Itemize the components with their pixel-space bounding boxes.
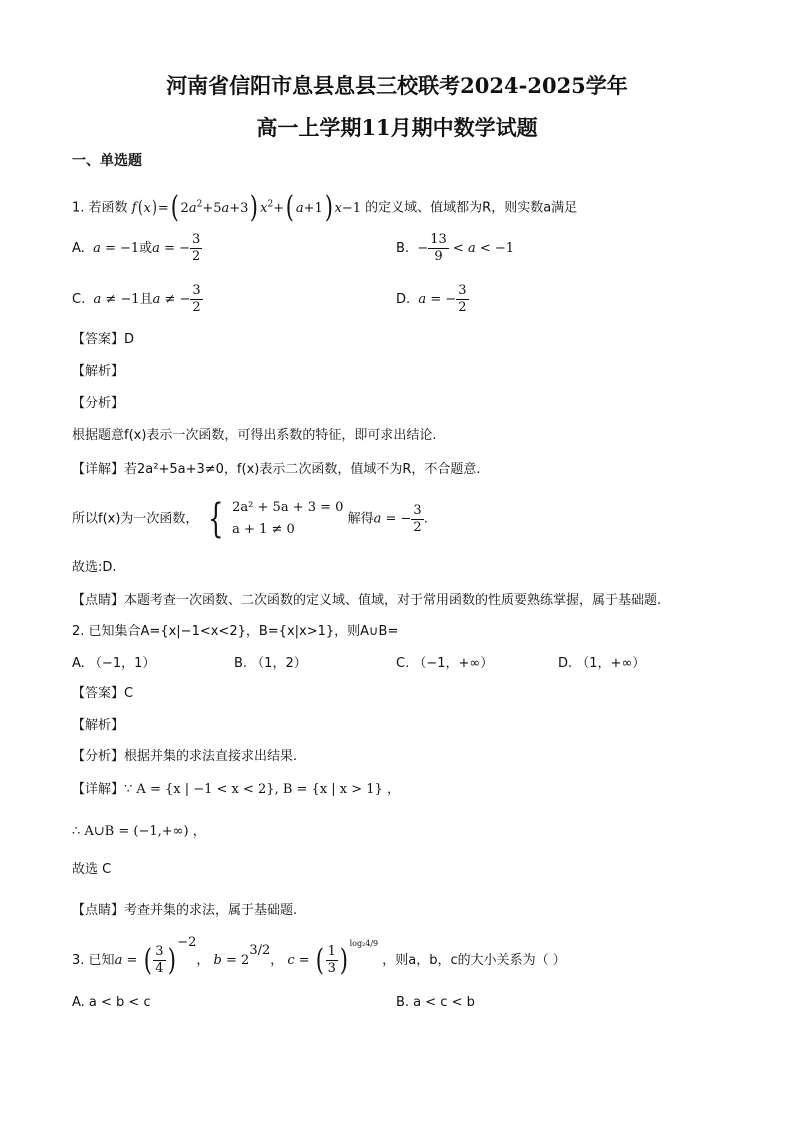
- q2-stem: [72, 620, 398, 639]
- q2-option-c: C. （−1，+∞）: [396, 656, 494, 671]
- q1-dianjing: [72, 589, 661, 608]
- q2-xiangjie-text: ∵ A = {x | −1 < x < 2}, B = {x | x > 1} ，: [124, 782, 400, 797]
- q1-xiangjie: [72, 458, 481, 477]
- q1-number: 1.: [72, 200, 85, 216]
- q1-post: 的定义域、值域都为R，则实数a满足: [365, 200, 578, 216]
- q2-xiangjie-label: 【详解】: [72, 782, 125, 797]
- q1-option-b: B. − $\frac{13}{9}$ < a < −1: [396, 232, 515, 264]
- q2-dianjing-text: 考查并集的求法，属于基础题.: [124, 903, 298, 918]
- q1-option-b-label: B.: [396, 241, 410, 256]
- q2-option-d: D. （1，+∞）: [558, 656, 646, 671]
- q2-therefore: ∴ A∪B = (−1,+∞) ，: [72, 824, 206, 839]
- q2-number: 2.: [72, 624, 85, 639]
- q1-suoyi: 所以f(x)为一次函数，: [72, 511, 199, 527]
- q1-stem: [72, 190, 578, 225]
- q1-option-a: A. a = −1或a = − $\frac{3}{2}$: [72, 232, 201, 264]
- q2-answer: 【答案】C: [72, 686, 134, 701]
- q1-guxuan: 故选:D.: [72, 560, 117, 575]
- q2-option-a: A. （−1，1）: [72, 656, 156, 671]
- q1-fenxi-label: 【分析】: [72, 396, 125, 411]
- q1-dianjing-label: 【点睛】: [72, 593, 125, 608]
- section-heading: 一、单选题: [72, 153, 142, 169]
- document-title-line2: 高一上学期11月期中数学试题: [256, 115, 538, 140]
- q3-stem: 3. 已知a = ( $\frac{3}{4}$ ) $^{-2}$， $b = 2^{3/2}$， c = ( $\frac{1}{3}$ ) $^{log_24/9}$ ，则a，b，c的大小关系为（ ）: [72, 935, 566, 978]
- q1-answer: 【答案】D: [72, 332, 135, 347]
- q1-xiangjie-text: 若2a²+5a+3≠0，f(x)表示二次函数，值域不为R，不合题意.: [124, 462, 481, 477]
- q3-post: ，则a，b，c的大小关系为（ ）: [382, 953, 566, 968]
- q3-number: 3.: [72, 953, 85, 968]
- q1-formula-rest: (x)=( $2a^2+5a+3$) $x^2+$( a+1) x−1: [137, 190, 362, 225]
- q2-fenxi: [72, 745, 297, 764]
- q1-sys-eq1: 2a² + 5a + 3 = 0: [232, 500, 344, 515]
- q2-fenxi-text: 根据并集的求法直接求出结果.: [124, 749, 298, 764]
- q3-option-b: B. a < c < b: [396, 995, 475, 1010]
- q1-sys-eq2: a + 1 ≠ 0: [232, 522, 295, 537]
- q1-option-d-label: D.: [396, 292, 411, 307]
- q3-option-a: A. a < b < c: [72, 995, 151, 1010]
- q1-option-d: D. a = − $\frac{3}{2}$: [396, 283, 467, 315]
- q2-fenxi-label: 【分析】: [72, 749, 125, 764]
- q2-guxuan: 故选 C: [72, 862, 112, 877]
- document-title-line1: 河南省信阳市息县息县三校联考2024-2025学年: [166, 73, 628, 98]
- q1-option-c: C. a ≠ −1且a ≠ − $\frac{3}{2}$: [72, 283, 201, 315]
- q1-option-c-label: C.: [72, 292, 86, 307]
- q1-fenxi-text: 根据题意f(x)表示一次函数，可得出系数的特征，即可求出结论.: [72, 428, 437, 443]
- q1-formula: f: [131, 200, 137, 216]
- q2-analysis-label: 【解析】: [72, 718, 125, 733]
- q1-pre: 若函数: [88, 200, 128, 216]
- q2-dianjing: [72, 899, 297, 918]
- q2-dianjing-label: 【点睛】: [72, 903, 125, 918]
- q1-option-a-label: A.: [72, 241, 85, 256]
- q1-xiangjie-label: 【详解】: [72, 462, 125, 477]
- q2-stem-text: 已知集合A={x|−1<x<2}，B={x|x>1}，则A∪B=: [88, 624, 399, 639]
- q2-option-b: B. （1，2）: [234, 656, 307, 671]
- q2-xiangjie: [72, 778, 400, 797]
- q1-dianjing-text: 本题考查一次函数、二次函数的定义域、值域，对于常用函数的性质要熟练掌握，属于基础题.: [124, 593, 662, 608]
- q1-analysis-label: 【解析】: [72, 364, 125, 379]
- q1-solution-system: 所以f(x)为一次函数， { 2a² + 5a + 3 = 0 a + 1 ≠ 0 解得a = − $\frac{3}{2}$ .: [72, 496, 428, 542]
- q3-pre: 已知: [88, 953, 115, 968]
